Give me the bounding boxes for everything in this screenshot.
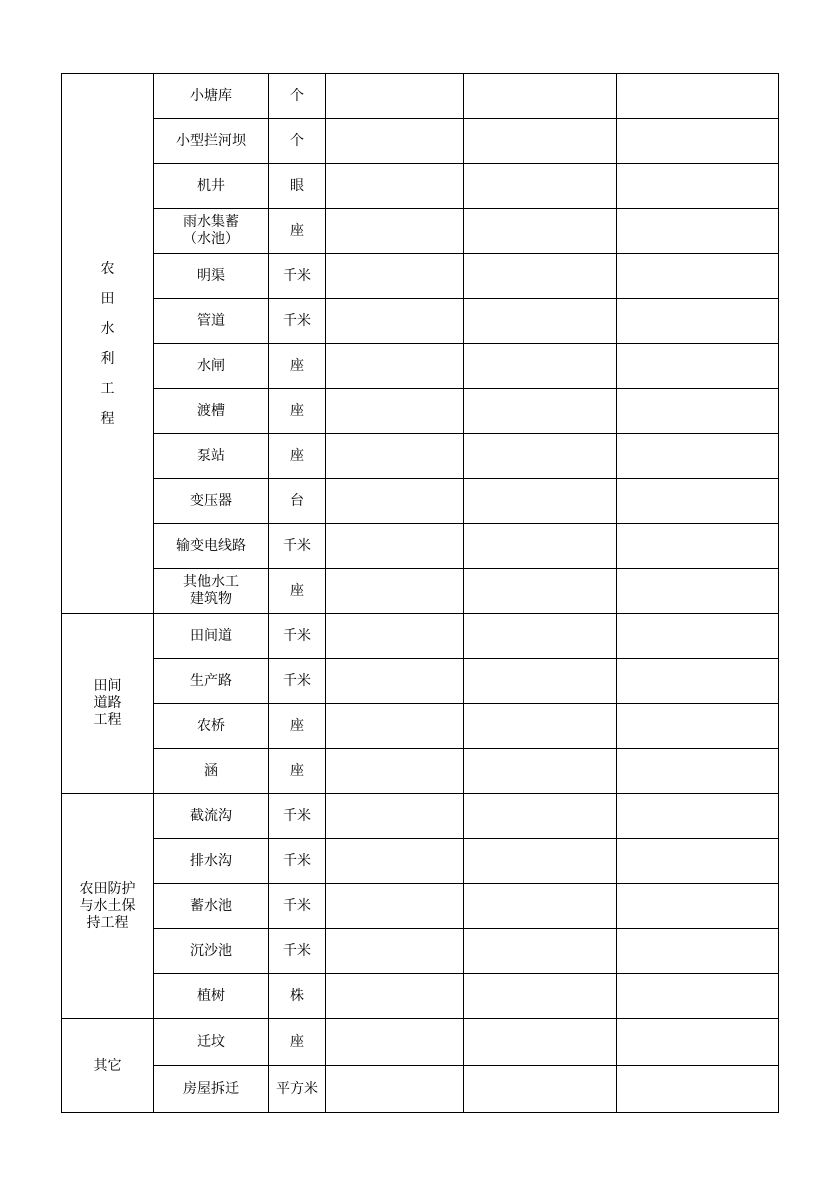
table-row bbox=[62, 1066, 779, 1113]
item-cell: 输变电线路 bbox=[154, 524, 269, 569]
blank-cell[interactable] bbox=[617, 884, 779, 929]
blank-cell[interactable] bbox=[464, 254, 617, 299]
category-cell bbox=[62, 794, 154, 1019]
blank-cell[interactable] bbox=[326, 749, 464, 794]
blank-cell[interactable] bbox=[326, 164, 464, 209]
category-char: 利 bbox=[100, 350, 115, 367]
blank-cell[interactable] bbox=[617, 794, 779, 839]
category-char: 工 bbox=[100, 380, 115, 397]
unit-cell: 个 bbox=[269, 119, 326, 164]
table-row bbox=[62, 569, 779, 614]
blank-cell[interactable] bbox=[326, 884, 464, 929]
blank-cell[interactable] bbox=[326, 119, 464, 164]
unit-cell: 座 bbox=[269, 1019, 326, 1066]
item-cell: 截流沟 bbox=[154, 794, 269, 839]
blank-cell[interactable] bbox=[326, 434, 464, 479]
table-row bbox=[62, 884, 779, 929]
item-cell: 泵站 bbox=[154, 434, 269, 479]
unit-cell: 眼 bbox=[269, 164, 326, 209]
blank-cell[interactable] bbox=[464, 569, 617, 614]
unit-cell: 台 bbox=[269, 479, 326, 524]
blank-cell[interactable] bbox=[617, 344, 779, 389]
blank-cell[interactable] bbox=[617, 974, 779, 1019]
blank-cell[interactable] bbox=[464, 974, 617, 1019]
blank-cell[interactable] bbox=[617, 119, 779, 164]
item-cell: 生产路 bbox=[154, 659, 269, 704]
blank-cell[interactable] bbox=[617, 389, 779, 434]
blank-cell[interactable] bbox=[464, 74, 617, 119]
blank-cell[interactable] bbox=[617, 164, 779, 209]
blank-cell[interactable] bbox=[617, 254, 779, 299]
blank-cell[interactable] bbox=[326, 839, 464, 884]
category-label: 田间道路工程 bbox=[93, 678, 122, 728]
table-row bbox=[62, 389, 779, 434]
blank-cell[interactable] bbox=[464, 794, 617, 839]
category-char: 田 bbox=[100, 290, 115, 307]
blank-cell[interactable] bbox=[464, 434, 617, 479]
blank-cell[interactable] bbox=[326, 479, 464, 524]
blank-cell[interactable] bbox=[464, 614, 617, 659]
unit-cell: 千米 bbox=[269, 839, 326, 884]
blank-cell[interactable] bbox=[326, 704, 464, 749]
table-row bbox=[62, 929, 779, 974]
item-cell: 房屋拆迁 bbox=[154, 1066, 269, 1113]
unit-cell: 座 bbox=[269, 209, 326, 254]
item-cell: 迁坟 bbox=[154, 1019, 269, 1066]
blank-cell[interactable] bbox=[617, 1019, 779, 1066]
blank-cell[interactable] bbox=[326, 209, 464, 254]
table-row bbox=[62, 749, 779, 794]
table-row bbox=[62, 1019, 779, 1066]
blank-cell[interactable] bbox=[326, 1019, 464, 1066]
category-char: 水 bbox=[100, 320, 115, 337]
table-row bbox=[62, 74, 779, 119]
unit-cell: 千米 bbox=[269, 524, 326, 569]
item-cell: 沉沙池 bbox=[154, 929, 269, 974]
item-cell: 小塘库 bbox=[154, 74, 269, 119]
table-row bbox=[62, 299, 779, 344]
blank-cell[interactable] bbox=[326, 659, 464, 704]
blank-cell[interactable] bbox=[464, 164, 617, 209]
blank-cell[interactable] bbox=[464, 749, 617, 794]
blank-cell[interactable] bbox=[617, 614, 779, 659]
item-cell: 变压器 bbox=[154, 479, 269, 524]
blank-cell[interactable] bbox=[326, 974, 464, 1019]
table-row bbox=[62, 794, 779, 839]
blank-cell[interactable] bbox=[464, 884, 617, 929]
blank-cell[interactable] bbox=[617, 74, 779, 119]
unit-cell: 千米 bbox=[269, 254, 326, 299]
blank-cell[interactable] bbox=[326, 74, 464, 119]
unit-cell: 千米 bbox=[269, 299, 326, 344]
item-cell: 农桥 bbox=[154, 704, 269, 749]
table-row bbox=[62, 344, 779, 389]
blank-cell[interactable] bbox=[464, 929, 617, 974]
blank-cell[interactable] bbox=[617, 839, 779, 884]
blank-cell[interactable] bbox=[326, 569, 464, 614]
blank-cell[interactable] bbox=[617, 479, 779, 524]
table-row bbox=[62, 254, 779, 299]
item-cell bbox=[154, 209, 269, 254]
unit-cell: 千米 bbox=[269, 884, 326, 929]
item-cell: 明渠 bbox=[154, 254, 269, 299]
category-cell: 其它 bbox=[62, 1019, 154, 1113]
item-cell: 管道 bbox=[154, 299, 269, 344]
blank-cell[interactable] bbox=[617, 704, 779, 749]
blank-cell[interactable] bbox=[617, 569, 779, 614]
table-row bbox=[62, 659, 779, 704]
table-row bbox=[62, 119, 779, 164]
blank-cell[interactable] bbox=[326, 929, 464, 974]
unit-cell: 株 bbox=[269, 974, 326, 1019]
unit-cell: 千米 bbox=[269, 929, 326, 974]
unit-cell: 座 bbox=[269, 569, 326, 614]
table-row bbox=[62, 434, 779, 479]
unit-cell: 座 bbox=[269, 344, 326, 389]
category-char: 农 bbox=[100, 260, 115, 277]
table-row bbox=[62, 524, 779, 569]
category-label: 农田防护与水土保持工程 bbox=[79, 880, 136, 931]
blank-cell[interactable] bbox=[464, 479, 617, 524]
blank-cell[interactable] bbox=[326, 524, 464, 569]
table-row bbox=[62, 479, 779, 524]
blank-cell[interactable] bbox=[464, 389, 617, 434]
table-row bbox=[62, 839, 779, 884]
blank-cell[interactable] bbox=[617, 299, 779, 344]
unit-cell: 座 bbox=[269, 749, 326, 794]
blank-cell[interactable] bbox=[617, 659, 779, 704]
blank-cell[interactable] bbox=[617, 434, 779, 479]
item-label: 雨水集蓄（水池） bbox=[183, 214, 239, 247]
item-cell: 水闸 bbox=[154, 344, 269, 389]
item-label: 其他水工建筑物 bbox=[183, 574, 239, 607]
blank-cell[interactable] bbox=[617, 929, 779, 974]
blank-cell[interactable] bbox=[464, 704, 617, 749]
unit-cell: 千米 bbox=[269, 794, 326, 839]
category-char: 程 bbox=[100, 410, 115, 427]
item-cell bbox=[154, 569, 269, 614]
blank-cell[interactable] bbox=[617, 209, 779, 254]
unit-cell: 座 bbox=[269, 434, 326, 479]
engineering-table bbox=[61, 73, 779, 1113]
blank-cell[interactable] bbox=[617, 524, 779, 569]
blank-cell[interactable] bbox=[464, 209, 617, 254]
blank-cell[interactable] bbox=[464, 344, 617, 389]
item-cell: 植树 bbox=[154, 974, 269, 1019]
blank-cell[interactable] bbox=[326, 344, 464, 389]
table-row bbox=[62, 974, 779, 1019]
unit-cell: 平方米 bbox=[269, 1066, 326, 1113]
item-cell: 田间道 bbox=[154, 614, 269, 659]
table-row bbox=[62, 209, 779, 254]
blank-cell[interactable] bbox=[617, 1066, 779, 1113]
table-row bbox=[62, 164, 779, 209]
blank-cell[interactable] bbox=[464, 1066, 617, 1113]
item-cell: 渡槽 bbox=[154, 389, 269, 434]
item-cell: 小型拦河坝 bbox=[154, 119, 269, 164]
unit-cell: 座 bbox=[269, 704, 326, 749]
unit-cell: 个 bbox=[269, 74, 326, 119]
unit-cell: 千米 bbox=[269, 659, 326, 704]
item-cell: 涵 bbox=[154, 749, 269, 794]
unit-cell: 座 bbox=[269, 389, 326, 434]
blank-cell[interactable] bbox=[326, 614, 464, 659]
blank-cell[interactable] bbox=[326, 794, 464, 839]
blank-cell[interactable] bbox=[326, 254, 464, 299]
blank-cell[interactable] bbox=[464, 839, 617, 884]
category-cell bbox=[62, 74, 154, 614]
blank-cell[interactable] bbox=[326, 299, 464, 344]
item-cell: 机井 bbox=[154, 164, 269, 209]
blank-cell[interactable] bbox=[464, 299, 617, 344]
table-row bbox=[62, 614, 779, 659]
item-cell: 排水沟 bbox=[154, 839, 269, 884]
blank-cell[interactable] bbox=[464, 1019, 617, 1066]
table-row bbox=[62, 704, 779, 749]
blank-cell[interactable] bbox=[326, 1066, 464, 1113]
blank-cell[interactable] bbox=[464, 524, 617, 569]
blank-cell[interactable] bbox=[617, 749, 779, 794]
unit-cell: 千米 bbox=[269, 614, 326, 659]
blank-cell[interactable] bbox=[326, 389, 464, 434]
blank-cell[interactable] bbox=[464, 119, 617, 164]
item-cell: 蓄水池 bbox=[154, 884, 269, 929]
blank-cell[interactable] bbox=[464, 659, 617, 704]
category-cell bbox=[62, 614, 154, 794]
